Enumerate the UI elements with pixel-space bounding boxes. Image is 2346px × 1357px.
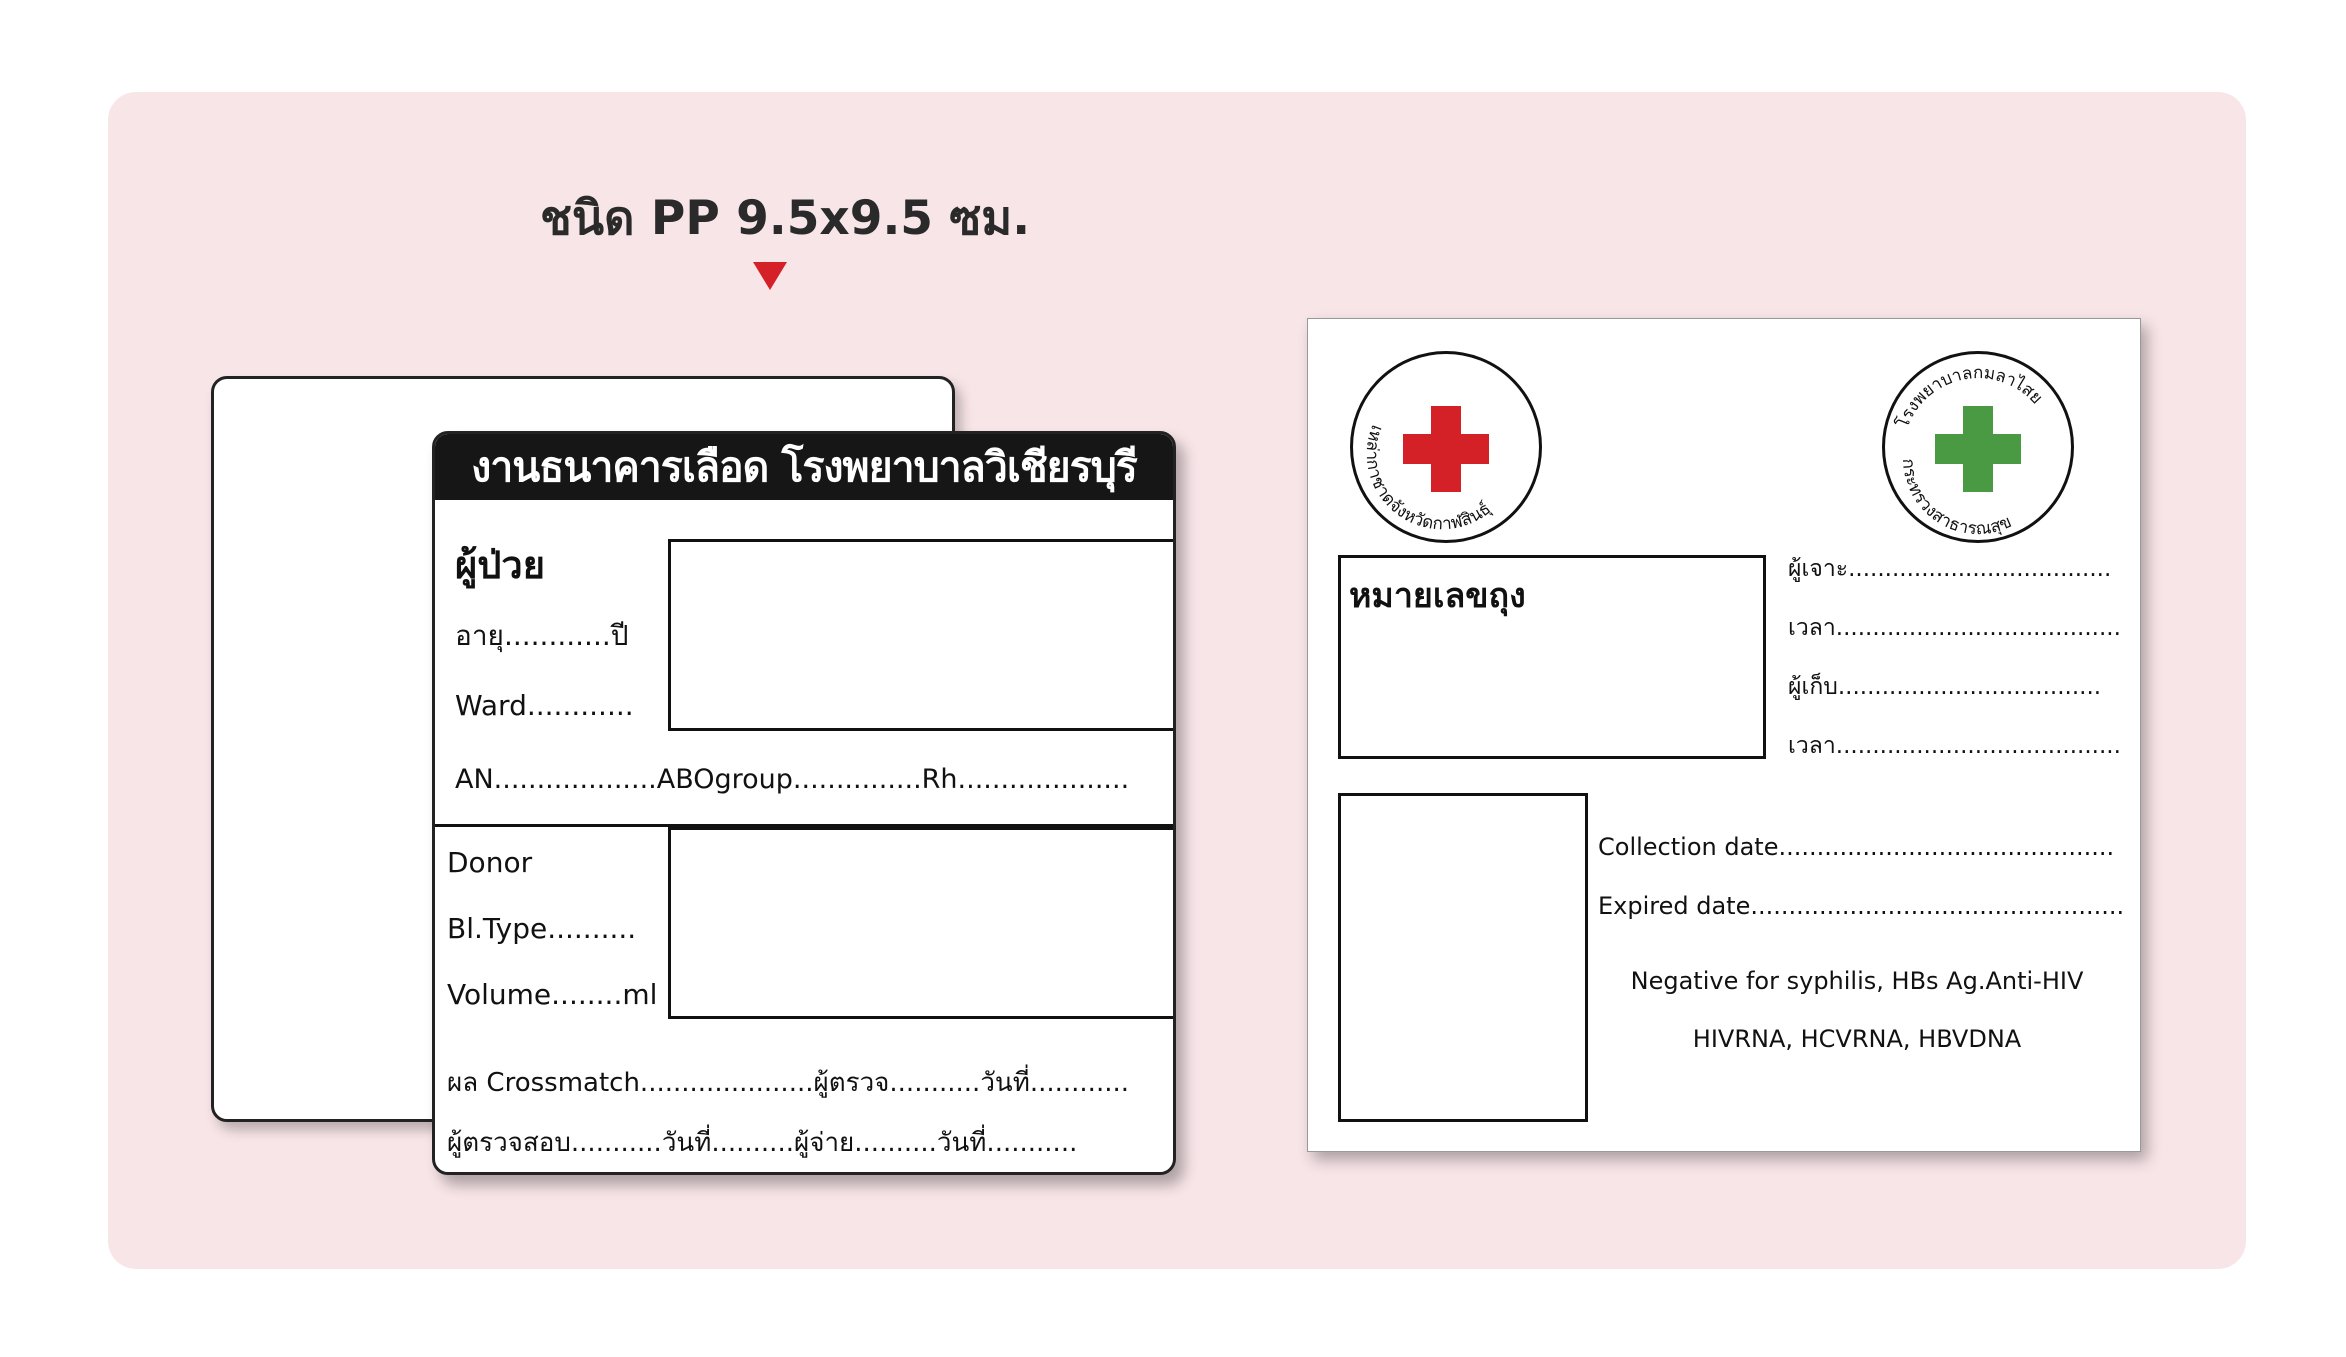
- puncturer-field: ผู้เจาะ....................................: [1788, 556, 2112, 582]
- expired-date-field: Expired date.................................................: [1598, 892, 2125, 920]
- down-arrow-icon: [753, 262, 787, 290]
- bag-number-label: หมายเลขถุง: [1349, 576, 1526, 616]
- volume-field: Volume........ml: [447, 978, 658, 1011]
- label-heading: ชนิด PP 9.5x9.5 ซม.: [540, 191, 1031, 246]
- age-field: อายุ............ปี: [455, 619, 629, 652]
- test-list-text: HIVRNA, HCVRNA, HBVDNA: [1692, 1025, 2022, 1053]
- checker-line: ผู้ตรวจสอบ...........วันที่..........ผู้จ่าย..........วันที่...........: [447, 1128, 1078, 1158]
- time-field-1: เวลา.......................................: [1788, 615, 2121, 641]
- ministry-seal: [1882, 351, 2074, 543]
- blood-type-field: Bl.Type..........: [447, 912, 637, 945]
- patient-label: ผู้ป่วย: [455, 543, 545, 587]
- donor-label: Donor: [447, 846, 533, 879]
- card-header: งานธนาคารเลือด โรงพยาบาลวิเชียรบุรี: [435, 434, 1173, 500]
- seal-right-bottom-text: กระทรวงสาธารณสุข: [1897, 457, 2015, 540]
- crossmatch-line: ผล Crossmatch.....................ผู้ตรวจ...........วันที่............: [447, 1068, 1130, 1098]
- seal-right-top-text: โรงพยาบาลกมลาไสย: [1892, 363, 2047, 431]
- blood-bag-label-card: [1307, 318, 2141, 1152]
- patient-box: [668, 539, 1176, 731]
- collection-date-field: Collection date............................................: [1598, 833, 2115, 861]
- collector-field: ผู้เก็บ....................................: [1788, 674, 2102, 700]
- blood-bank-label-card: [432, 431, 1176, 1175]
- an-abo-rh-line: AN...................ABOgroup...............Rh....................: [455, 764, 1130, 795]
- seal-left-text: เหล่ากาชาดจังหวัดกาฬสินธุ์: [1361, 422, 1495, 535]
- svg-text:กระทรวงสาธารณสุข: [1898, 458, 2015, 539]
- barcode-box: [1338, 793, 1588, 1122]
- bag-number-box: [1338, 555, 1766, 759]
- donor-box: [668, 827, 1176, 1019]
- time-field-2: เวลา.......................................: [1788, 733, 2121, 759]
- red-cross-seal: [1350, 351, 1542, 543]
- ward-field: Ward............: [455, 689, 634, 722]
- negative-for-text: Negative for syphilis, HBs Ag.Anti-HIV: [1630, 967, 2084, 995]
